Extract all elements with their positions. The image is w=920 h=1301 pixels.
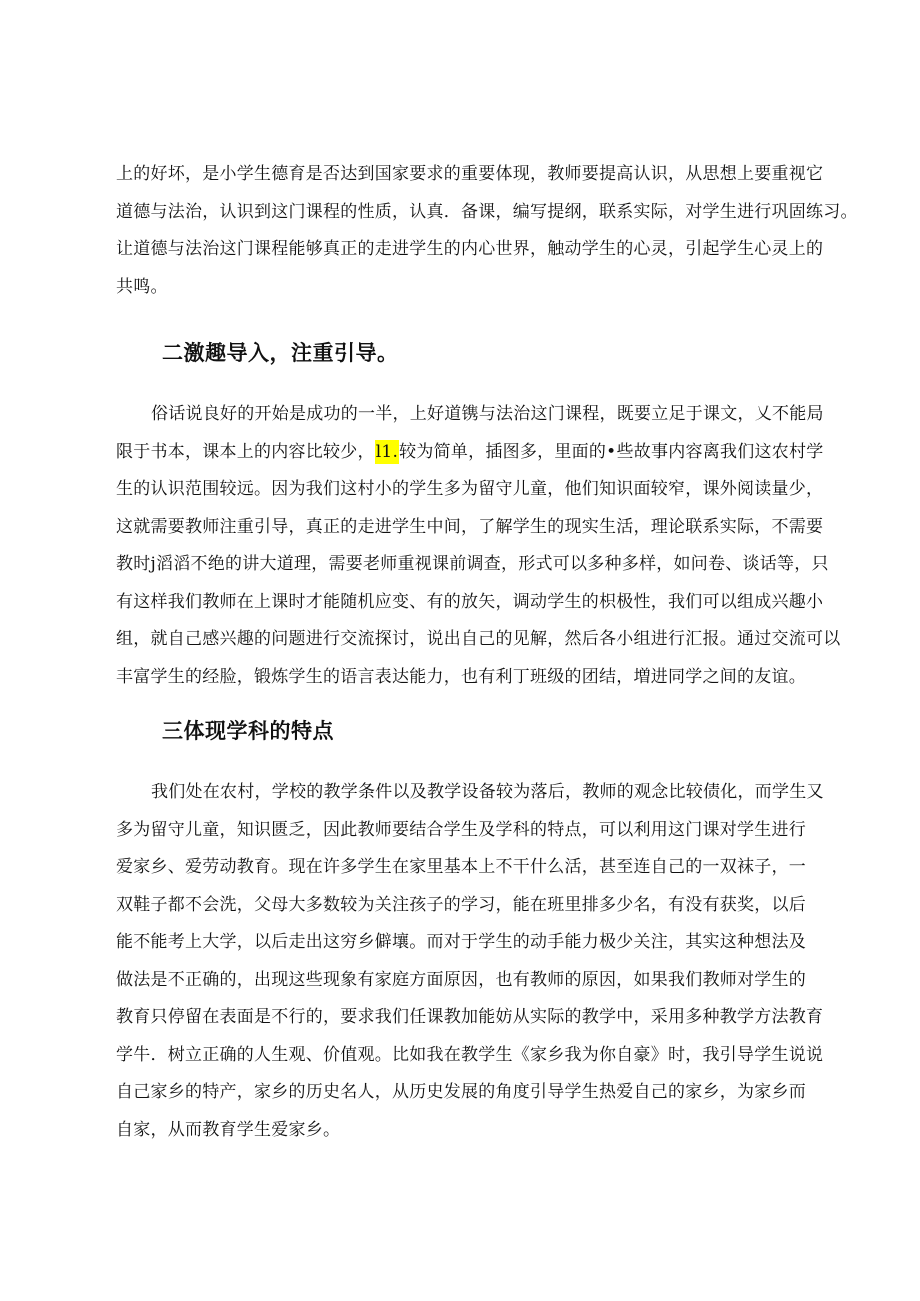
text-line: 俗话说良好的开始是成功的一半，上好道镌与法治这门课程，既要立足于课文，乂不能局 [151,404,824,424]
section-heading-2: 二激趣导入，注重引导。 [162,340,399,365]
paragraph-moral-education [116,156,858,306]
text-segment: 限于书本，课本上的内容比较少， [116,441,375,462]
text-line: 组，就自己感兴趣的问题进行交流探讨，说出自己的见解，然后各小组进行汇报。通过交流可以 [116,629,841,649]
highlighted-text: l1. [375,441,399,462]
text-line: 生的认识范围较远。因为我们这村小的学生多为留守儿童，他们知识面较窄，课外阅读量少， [116,479,824,499]
text-line: 自己家乡的特产，家乡的历史名人，从历史发展的角度引导学生热爱自己的家乡，为家乡而 [116,1082,806,1102]
text-line: 道德与法治，认识到这门课程的性质，认真．备课，编写提纲，联系实际，对学生进行巩固练习。 [116,201,858,222]
text-line: 这就需要教师注重引导，真正的走进学生中间，了解学生的现实生活，理论联系实际，不需要 [116,516,824,537]
paragraph-subject-characteristics [116,774,824,1149]
text-line: 能不能考上大学，以后走出这穷乡僻壤。而对于学生的动手能力极少关注，其实这种想法及 [116,932,806,952]
text-line: 学牛．树立正确的人生观、价值观。比如我在教学生《家乡我为你自豪》时，我引导学生说说 [116,1044,824,1065]
text-line: 多为留守儿童，知识匮乏，因此教师要结合学生及学科的特点，可以利用这门课对学生进行 [116,819,806,840]
text-line: 自家，从而教育学生爱家乡。 [116,1119,341,1140]
text-line [116,434,841,472]
text-line: 做法是不正确的，出现这些现象有家庭方面原因，也有教师的原因，如果我们教师对学生的 [116,969,806,990]
text-line: 教育只停留在表面是不行的，要求我们任课教加能妨从实际的教学中，采用多种教学方法教育 [116,1007,824,1027]
text-line: 教时j滔滔不绝的讲大道理，需要老师重视课前调查，形式可以多种多样，如问卷、谈话等，只 [116,554,829,574]
text-line: 上的好坏，是小学生德育是否达到国家要求的重要体现，教师要提高认识，从思想上要重视它 [116,164,824,184]
text-line: 共鸣。 [116,276,168,297]
text-line: 有这样我们教师在上课时才能随机应变、有的放矢，调动学生的枳极性，我们可以组成兴趣小 [116,591,824,612]
text-segment: 较为简单，插图多，里面的•些故事内容离我们这农村学 [399,441,824,462]
text-line: 双鞋子都不会洗，父母大多数较为关注孩子的学习，能在班里排多少名，有没有获奖，以后 [116,894,806,915]
text-line: 让道德与法治这门课程能够真正的走进学生的内心世界，触动学生的心灵，引起学生心灵上的 [116,239,824,259]
text-line: 丰富学生的经脸，锻炼学生的语言表达能力，也有利丁班级的团结，増进同学之间的友谊。 [116,666,806,687]
text-line: 爱家乡、爱劳动教育。现在许多学生在家里基本上不干什么活，甚至连自己的一双袜子，一 [116,857,806,877]
text-line: 我们处在农村，学校的教学条件以及教学设备较为落后，教师的观念比较债化，而学生又 [151,782,824,802]
paragraph-interest-introduction [116,396,841,696]
section-heading-3: 三体现学科的特点 [162,718,334,743]
